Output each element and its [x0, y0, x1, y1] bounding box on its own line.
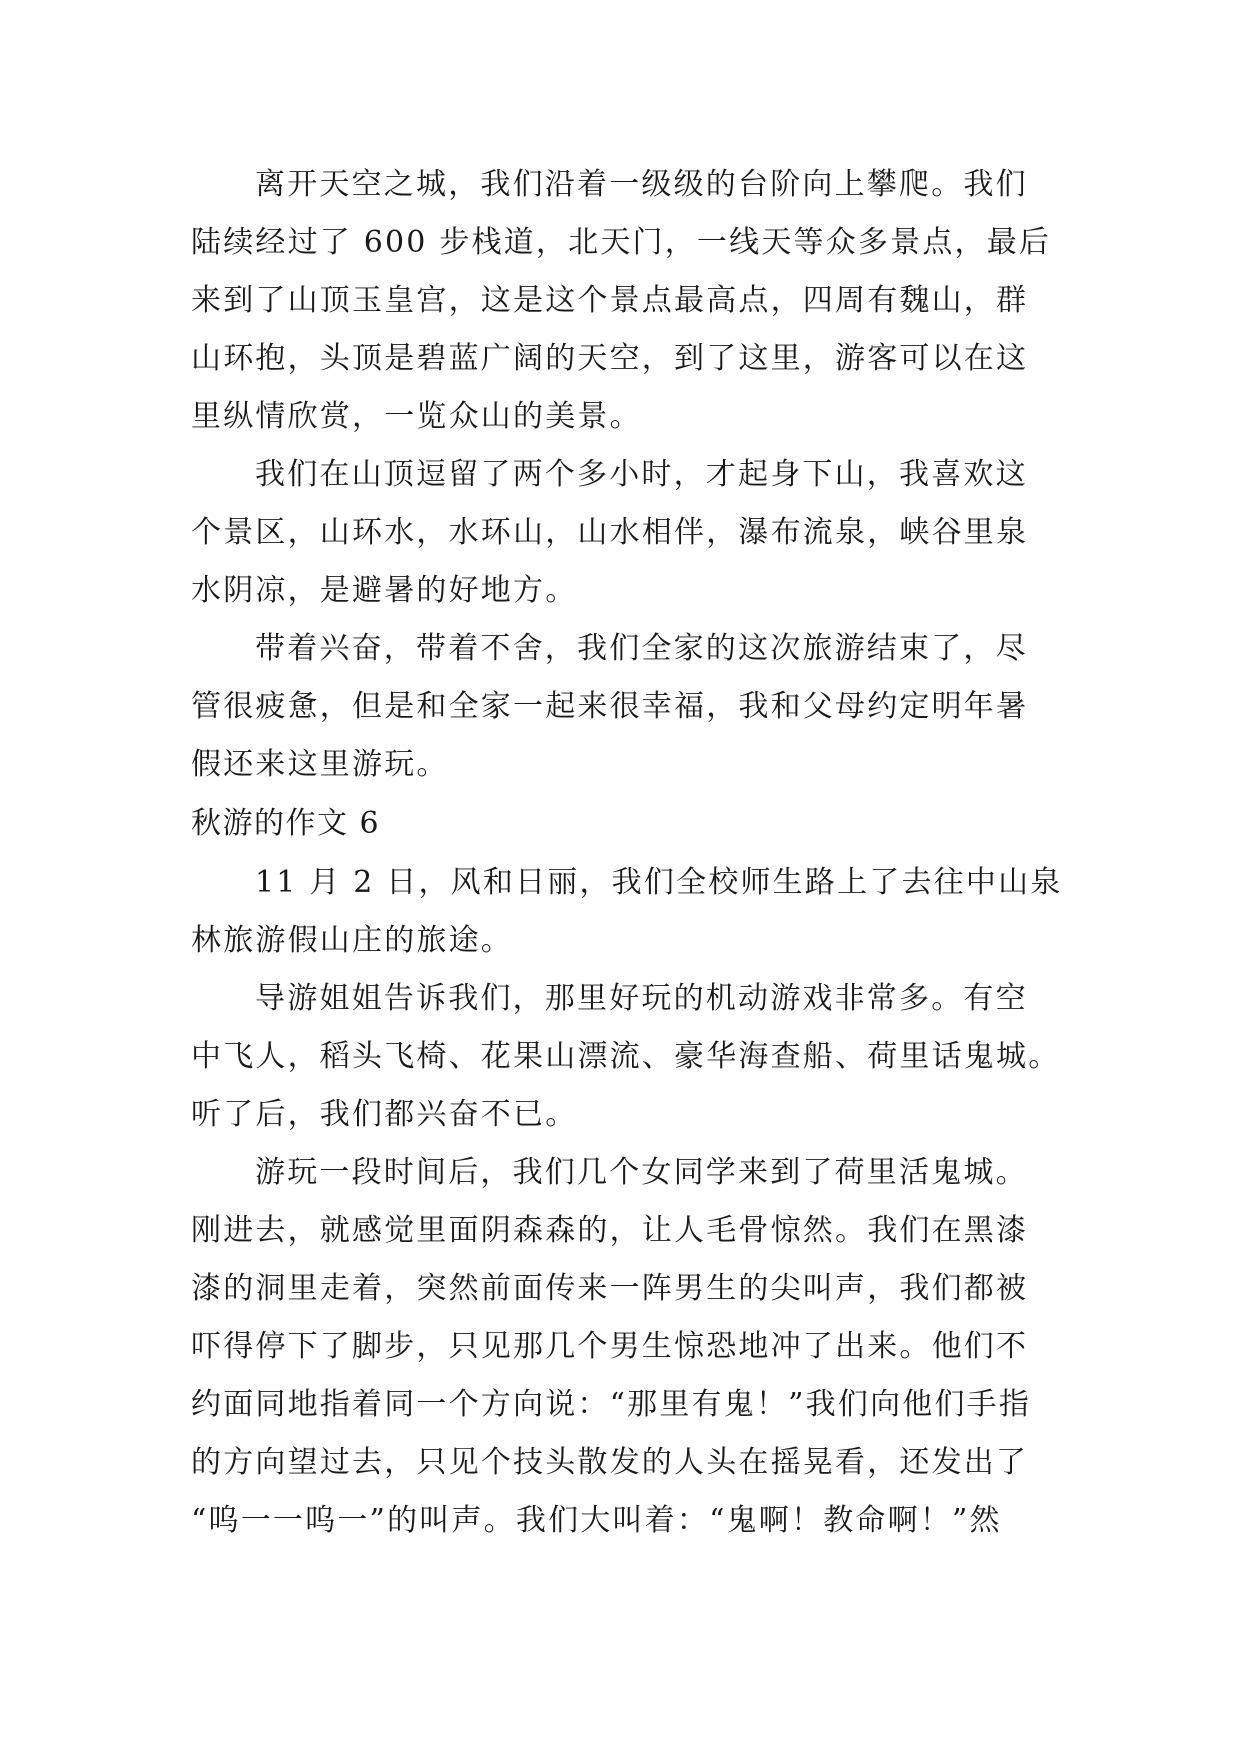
paragraph-line: 导游姐姐告诉我们，那里好玩的机动游戏非常多。有空: [255, 981, 1028, 1016]
paragraph-line: 里纵情欣赏，一览众山的美景。: [191, 399, 642, 434]
paragraph-line: “呜一一呜一”的叫声。我们大叫着：“鬼啊！教命啊！”然: [191, 1503, 1002, 1538]
section-heading: 秋游的作文 6: [191, 806, 381, 841]
paragraph-line: 约面同地指着同一个方向说：“那里有鬼！”我们向他们手指: [191, 1387, 1032, 1422]
paragraph-line: 来到了山顶玉皇宫，这是这个景点最高点，四周有魏山，群: [191, 283, 1029, 318]
paragraph-line: 管很疲惫，但是和全家一起来很幸福，我和父母约定明年暑: [191, 689, 1029, 724]
paragraph-line: 离开天空之城，我们沿着一级级的台阶向上攀爬。我们: [255, 167, 1028, 202]
paragraph-line: 听了后，我们都兴奋不已。: [191, 1097, 578, 1132]
paragraph-line: 漆的洞里走着，突然前面传来一阵男生的尖叫声，我们都被: [191, 1271, 1029, 1306]
paragraph-line: 刚进去，就感觉里面阴森森的，让人毛骨惊然。我们在黑漆: [191, 1213, 1029, 1248]
paragraph-line: 个景区，山环水，水环山，山水相伴，瀑布流泉，峡谷里泉: [191, 515, 1029, 550]
paragraph-line: 林旅游假山庄的旅途。: [191, 923, 513, 958]
paragraph-line: 吓得停下了脚步，只见那几个男生惊恐地冲了出来。他们不: [191, 1329, 1029, 1364]
paragraph-line: 水阴凉，是避暑的好地方。: [191, 573, 578, 608]
paragraph-line: 我们在山顶逗留了两个多小时，才起身下山，我喜欢这: [255, 457, 1028, 492]
paragraph-line: 11 月 2 日，风和日丽，我们全校师生路上了去往中山泉: [255, 865, 1063, 900]
paragraph-line: 游玩一段时间后，我们几个女同学来到了荷里活鬼城。: [255, 1155, 1028, 1190]
paragraph-line: 带着兴奋，带着不舍，我们全家的这次旅游结束了，尽: [255, 631, 1028, 666]
paragraph-line: 陆续经过了 600 步栈道，北天门，一线天等众多景点，最后: [191, 225, 1052, 260]
paragraph-line: 中飞人，稻头飞椅、花果山漂流、豪华海查船、荷里话鬼城。: [191, 1039, 1061, 1074]
paragraph-line: 的方向望过去，只见个技头散发的人头在摇晃看，还发出了: [191, 1445, 1029, 1480]
document-body: [191, 156, 1063, 1550]
paragraph-line: 假还来这里游玩。: [191, 747, 449, 782]
paragraph-line: 山环抱，头顶是碧蓝广阔的天空，到了这里，游客可以在这: [191, 341, 1029, 376]
